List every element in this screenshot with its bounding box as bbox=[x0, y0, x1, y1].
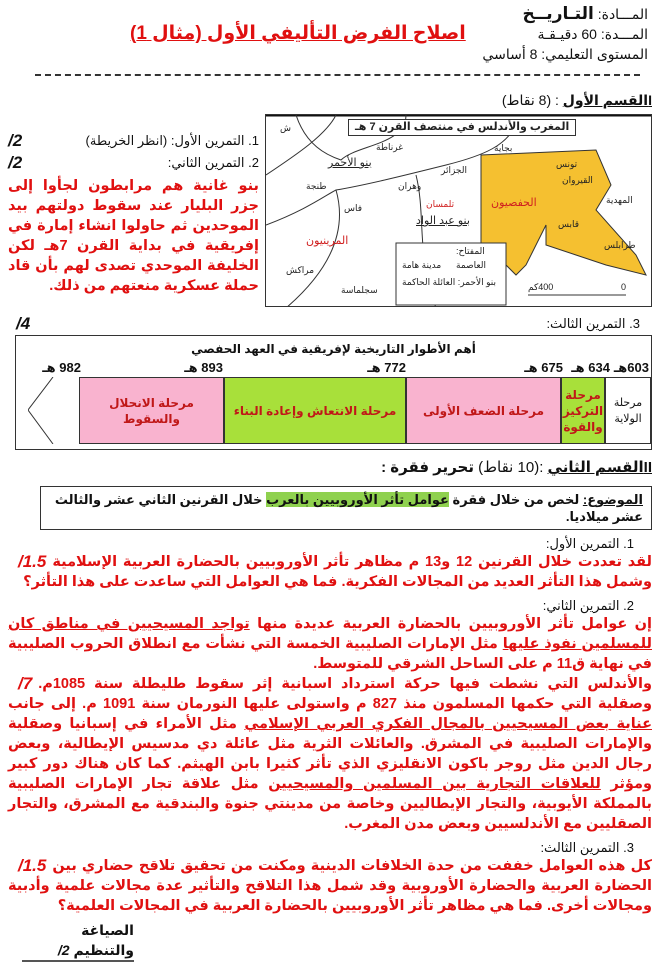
ex2-score: /2 bbox=[8, 153, 23, 172]
timeline-date: 675 هـ bbox=[524, 360, 563, 375]
map-title: المغرب والأندلس في منتصف القرن 7 هـ bbox=[348, 119, 576, 136]
phase-first-weakness: مرحلة الضعف الأولى bbox=[406, 377, 561, 444]
ex1-score: /2 bbox=[8, 131, 23, 150]
timeline bbox=[15, 335, 652, 450]
map-label: الحفصيون bbox=[491, 197, 537, 209]
divider bbox=[35, 74, 640, 76]
level-label: المستوى التعليمي: bbox=[541, 46, 648, 62]
map-label: قابس bbox=[558, 219, 580, 229]
q3-label: 3. التمرين الثالث: bbox=[540, 840, 634, 855]
timeline-date: 982 هـ bbox=[42, 360, 81, 375]
part1-answers bbox=[8, 114, 259, 296]
map-label: فاس bbox=[344, 203, 363, 213]
duration: 60 دقيـقـة bbox=[537, 26, 597, 42]
map-label: تلمسان bbox=[426, 199, 455, 209]
map-label: وهران bbox=[398, 181, 422, 191]
scale-label: 400كم bbox=[528, 282, 554, 292]
ex3-row bbox=[8, 313, 652, 335]
q3-text: /1.5 كل هذه العوامل خففت من حدة الخلافات الدينية ومكنت من تحقيق تلاقح حضاري بين الحضارة العربية والحضارة الأوروبية وقد شمل هذا التلاقح والتأثير عدة مجالات علمية وأدبية ومجالات أخرى. فما هي مظاهر تأثر الأوروبيين بالحضارة العربية في المجالات العلمية؟ bbox=[8, 856, 652, 914]
footer-style-score: الصياغة والتنظيم 2/ bbox=[22, 920, 134, 962]
map-label: مراكش bbox=[286, 265, 315, 275]
part2-heading: IIالقسم الثاني :(10 نقاط) تحرير فقرة : bbox=[381, 459, 652, 476]
q2-score: /7 bbox=[18, 674, 33, 693]
legend-title: المفتاح: bbox=[456, 246, 485, 256]
legend-capital: العاصمة bbox=[456, 260, 486, 270]
map-label: تونس bbox=[556, 159, 578, 169]
phase-wilaya: مرحلة الولاية bbox=[605, 377, 651, 444]
ex2-answer: بنو غانية هم مرابطون لجأوا إلى جزر البليار عند سقوط دولتهم بيد الموحدين ثم حاولوا انشاء إمارة في إفريقية في بداية القرن 7هـ لكن الخليفة الموحدي تصدى لهم بأن قاد حملة عسكرية منعتهم من ذلك. bbox=[8, 178, 259, 294]
timeline-arrow-icon bbox=[28, 377, 54, 444]
scale-label: 0 bbox=[621, 282, 627, 292]
duration-label: المـــدة: bbox=[600, 26, 648, 42]
timeline-date: 634 هـ bbox=[571, 360, 610, 375]
ex1-row bbox=[8, 130, 259, 152]
ex2-row bbox=[8, 152, 259, 174]
part1-heading: Iالقسم الأول : (8 نقاط) bbox=[501, 92, 652, 108]
q2-text-b: /7 والأندلس التي نشطت فيها حركة استرداد اسبانية إثر سقوط طليطلة سنة 1085م. وصقلية التي حكمها المسلمون منذ 827 م واستولى عليها النورمان سنة 1091 م. إلى جانب عناية بعض المسيحيين بالمجال الفكري العربي الإسلامي مثل الأمراء في إسبانيا وصقلية والإمارات الصليبية في المشرق. والعائلات الثرية مثل عائلة دي مدسيس الإيطالية، وبعض رجال الدين مثل روجر باكون الانقليزي الذي تأثر كثيرا بابن الهيثم. كما كان هناك دور كبير ومؤثر للعلاقات التجارية بين المسلمين والمسيحيين مثل علاقة تجار الإمارات الصليبية بالمملكة الأيوبية، والتجار الإيطاليين وخاصة من مدينتي جنوة والبندقية مع المشرق، والتجار الصقليين مع الأندلسيين وبعض مدن المغرب. bbox=[8, 674, 652, 832]
part1-row bbox=[8, 114, 652, 307]
ex1-label: 1. التمرين الأول: (انظر الخريطة) bbox=[85, 133, 259, 148]
ex2-label: 2. التمرين الثاني: bbox=[167, 155, 259, 170]
level: 8 أساسي bbox=[482, 46, 538, 62]
page-content bbox=[8, 90, 652, 962]
map-label: القيروان bbox=[562, 175, 593, 185]
timeline-date: 603هـ bbox=[613, 360, 649, 375]
page-title: اصلاح الفرض التأليفي الأول (مثال 1) bbox=[130, 23, 466, 44]
q1-text: /1.5 لقد تعددت خلال القرنين 12 و13 م مظاهر تأثر الأوروبيين بالحضارة العربية الإسلامية وشمل هذا التأثر العديد من المجالات الفكرية. فما هي العوامل التي ساعدت على هذا التأثر؟ bbox=[18, 552, 652, 590]
map-label: المهدية bbox=[606, 195, 633, 205]
timeline-date: 772 هـ bbox=[367, 360, 406, 375]
map-label: طنجة bbox=[306, 181, 327, 191]
q1-score: /1.5 bbox=[18, 552, 47, 571]
timeline-title: أهم الأطوار التاريخية لإفريقية في العهد الحفصي bbox=[191, 342, 476, 356]
map-label: سجلماسة bbox=[341, 285, 378, 295]
legend-dynasty: بنو الأحمر: العائلة الحاكمة bbox=[402, 277, 496, 287]
ex3-label: 3. التمرين الثالث: bbox=[546, 316, 640, 331]
phase-revival: مرحلة الانتعاش وإعادة البناء bbox=[224, 377, 406, 444]
q3-score: /1.5 bbox=[18, 856, 47, 875]
q2-label: 2. التمرين الثاني: bbox=[542, 598, 634, 613]
phase-strength: مرحلة التركيز والقوة bbox=[561, 377, 605, 444]
map-label: الجزائر bbox=[441, 165, 467, 175]
topic-box: الموضوع: لخص من خلال فقرة عوامل تأثر الأوروبيين بالعرب خلال القرنين الثاني عشر والثالث عشر ميلاديا. bbox=[40, 486, 652, 530]
phase-decline: مرحلة الانحلال والسقوط bbox=[79, 377, 224, 444]
q1-label: 1. التمرين الأول: bbox=[545, 536, 634, 551]
map-label: غرناطة bbox=[376, 142, 403, 152]
exam-header bbox=[482, 4, 648, 64]
map-label: طرابلس bbox=[604, 240, 636, 250]
map-label: بنو عبد الواد bbox=[416, 215, 470, 227]
map-label: بجاية bbox=[494, 143, 513, 153]
legend-city: مدينة هامة bbox=[402, 260, 442, 270]
north-icon: ش bbox=[280, 123, 291, 133]
subject: التـاريــخ bbox=[522, 4, 594, 23]
subject-label: المـــادة: bbox=[597, 6, 648, 22]
timeline-date: 893 هـ bbox=[184, 360, 223, 375]
map-label: بنو الأحمر bbox=[328, 157, 372, 169]
ex3-score: /4 bbox=[16, 314, 31, 333]
map bbox=[265, 114, 652, 307]
map-label: المرينيون bbox=[306, 235, 349, 247]
q2-text-a: إن عوامل تأثر الأوروبيين بالحضارة العربية عديدة منها تواجد المسيحيين في مناطق كان للمسلمين نفوذ عليها مثل الإمارات الصليبية الخمسة التي نشأت مع انطلاق الحروب الصليبية في نهاية ق11 م على الساحل الشرقي للمتوسط. bbox=[8, 616, 653, 672]
